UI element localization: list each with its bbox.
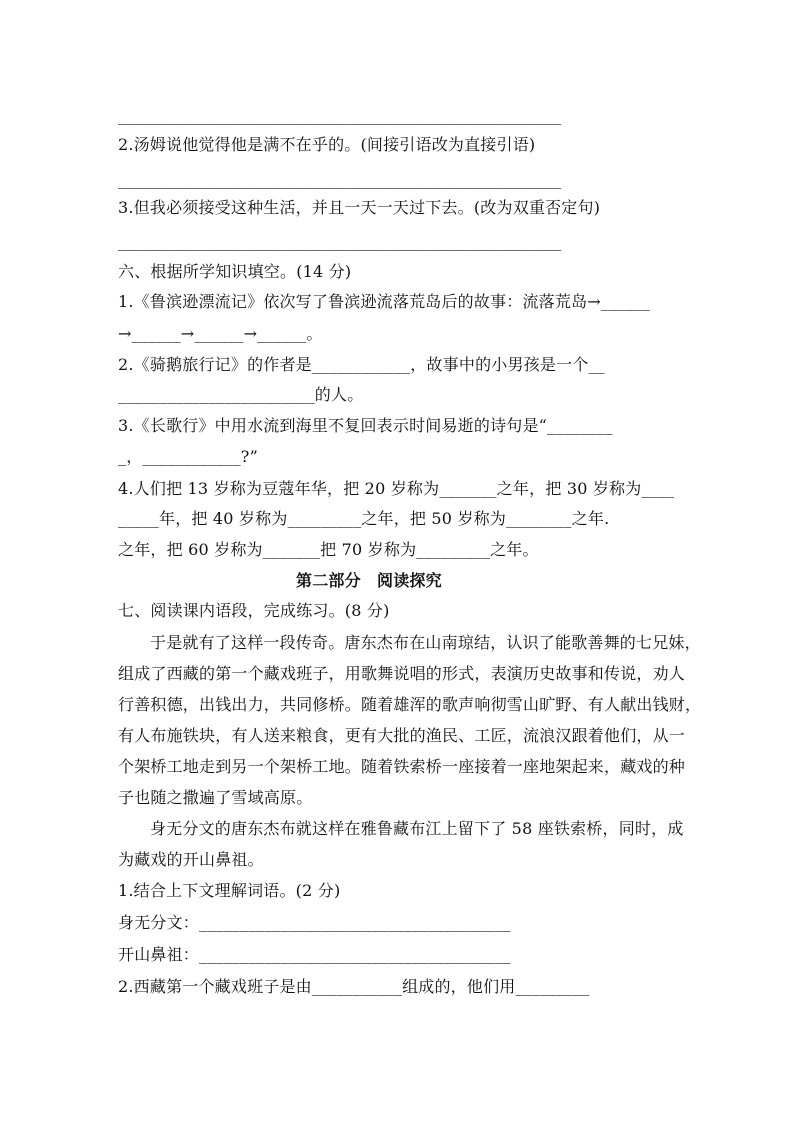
section-6-heading: 六、根据所学知识填空。(14 分) bbox=[118, 262, 352, 281]
answer-shenwufenwen[interactable]: 身无分文：______________________________________ bbox=[118, 913, 511, 932]
question-7-1: 1.结合上下文理解词语。(2 分) bbox=[118, 881, 341, 900]
question-2-convert-quote: 2.汤姆说他觉得他是满不在乎的。(间接引语改为直接引语) bbox=[118, 135, 536, 154]
question-ages-cont-1[interactable]: _____年，把 40 岁称为_________之年，把 50 岁称为________之年. bbox=[118, 509, 610, 528]
part-2-title: 第二部分 阅读探究 bbox=[296, 571, 442, 590]
question-7-2[interactable]: 2.西藏第一个藏戏班子是由___________组成的，他们用_________ bbox=[118, 977, 590, 996]
question-robinson-cont[interactable]: →______→______→______。 bbox=[118, 324, 323, 343]
passage-line-4: 有人布施铁块，有人送来粮食，更有大批的渔民、工匠，流浪汉跟着他们，从一 bbox=[118, 726, 686, 745]
answer-kaishanbizu[interactable]: 开山鼻祖：______________________________________ bbox=[118, 945, 511, 964]
question-nils-cont[interactable]: ________________________的人。 bbox=[118, 385, 364, 404]
section-7-heading: 七、阅读课内语段，完成练习。(8 分) bbox=[118, 601, 390, 620]
answer-line-2[interactable]: ______________________________________________ bbox=[118, 170, 562, 189]
passage-line-2: 组成了西藏的第一个藏戏班子，用歌舞说唱的形式，表演历史故事和传说，劝人 bbox=[118, 664, 686, 683]
question-nils[interactable]: 2.《骑鹅旅行记》的作者是____________，故事中的小男孩是一个__ bbox=[118, 355, 605, 374]
passage-line-7: 身无分文的唐东杰布就这样在雅鲁藏布江上留下了 58 座铁索桥，同时，成 bbox=[150, 819, 684, 838]
question-ages[interactable]: 4.人们把 13 岁称为豆蔻年华，把 20 岁称为_______之年，把 30 岁称为____ bbox=[118, 479, 675, 498]
question-ages-cont-2[interactable]: 之年，把 60 岁称为_______把 70 岁称为_________之年。 bbox=[118, 540, 539, 559]
passage-line-1: 于是就有了这样一段传奇。唐东杰布在山南琼结，认识了能歌善舞的七兄妹， bbox=[150, 633, 701, 652]
answer-line-3[interactable]: ______________________________________________ bbox=[118, 232, 562, 251]
passage-line-8: 为藏戏的开山鼻祖。 bbox=[118, 850, 264, 869]
answer-line-1[interactable]: ______________________________________________ bbox=[118, 106, 562, 125]
question-changgexing-cont[interactable]: _，____________?” bbox=[118, 447, 258, 466]
passage-line-5: 个架桥工地走到另一个架桥工地。随着铁索桥一座接着一座地架起来，藏戏的种 bbox=[118, 757, 686, 776]
passage-line-6: 子也随之撒遍了雪域高原。 bbox=[118, 788, 313, 807]
passage-line-3: 行善积德，出钱出力，共同修桥。随着雄浑的歌声响彻雪山旷野、有人献出钱财， bbox=[118, 695, 702, 714]
question-changgexing[interactable]: 3.《长歌行》中用水流到海里不复回表示时间易逝的诗句是“________ bbox=[118, 416, 613, 435]
question-robinson[interactable]: 1.《鲁滨逊漂流记》依次写了鲁滨逊流落荒岛后的故事：流落荒岛→______ bbox=[118, 292, 651, 311]
question-3-double-negative: 3.但我必须接受这种生活，并且一天一天过下去。(改为双重否定句) bbox=[118, 198, 601, 217]
